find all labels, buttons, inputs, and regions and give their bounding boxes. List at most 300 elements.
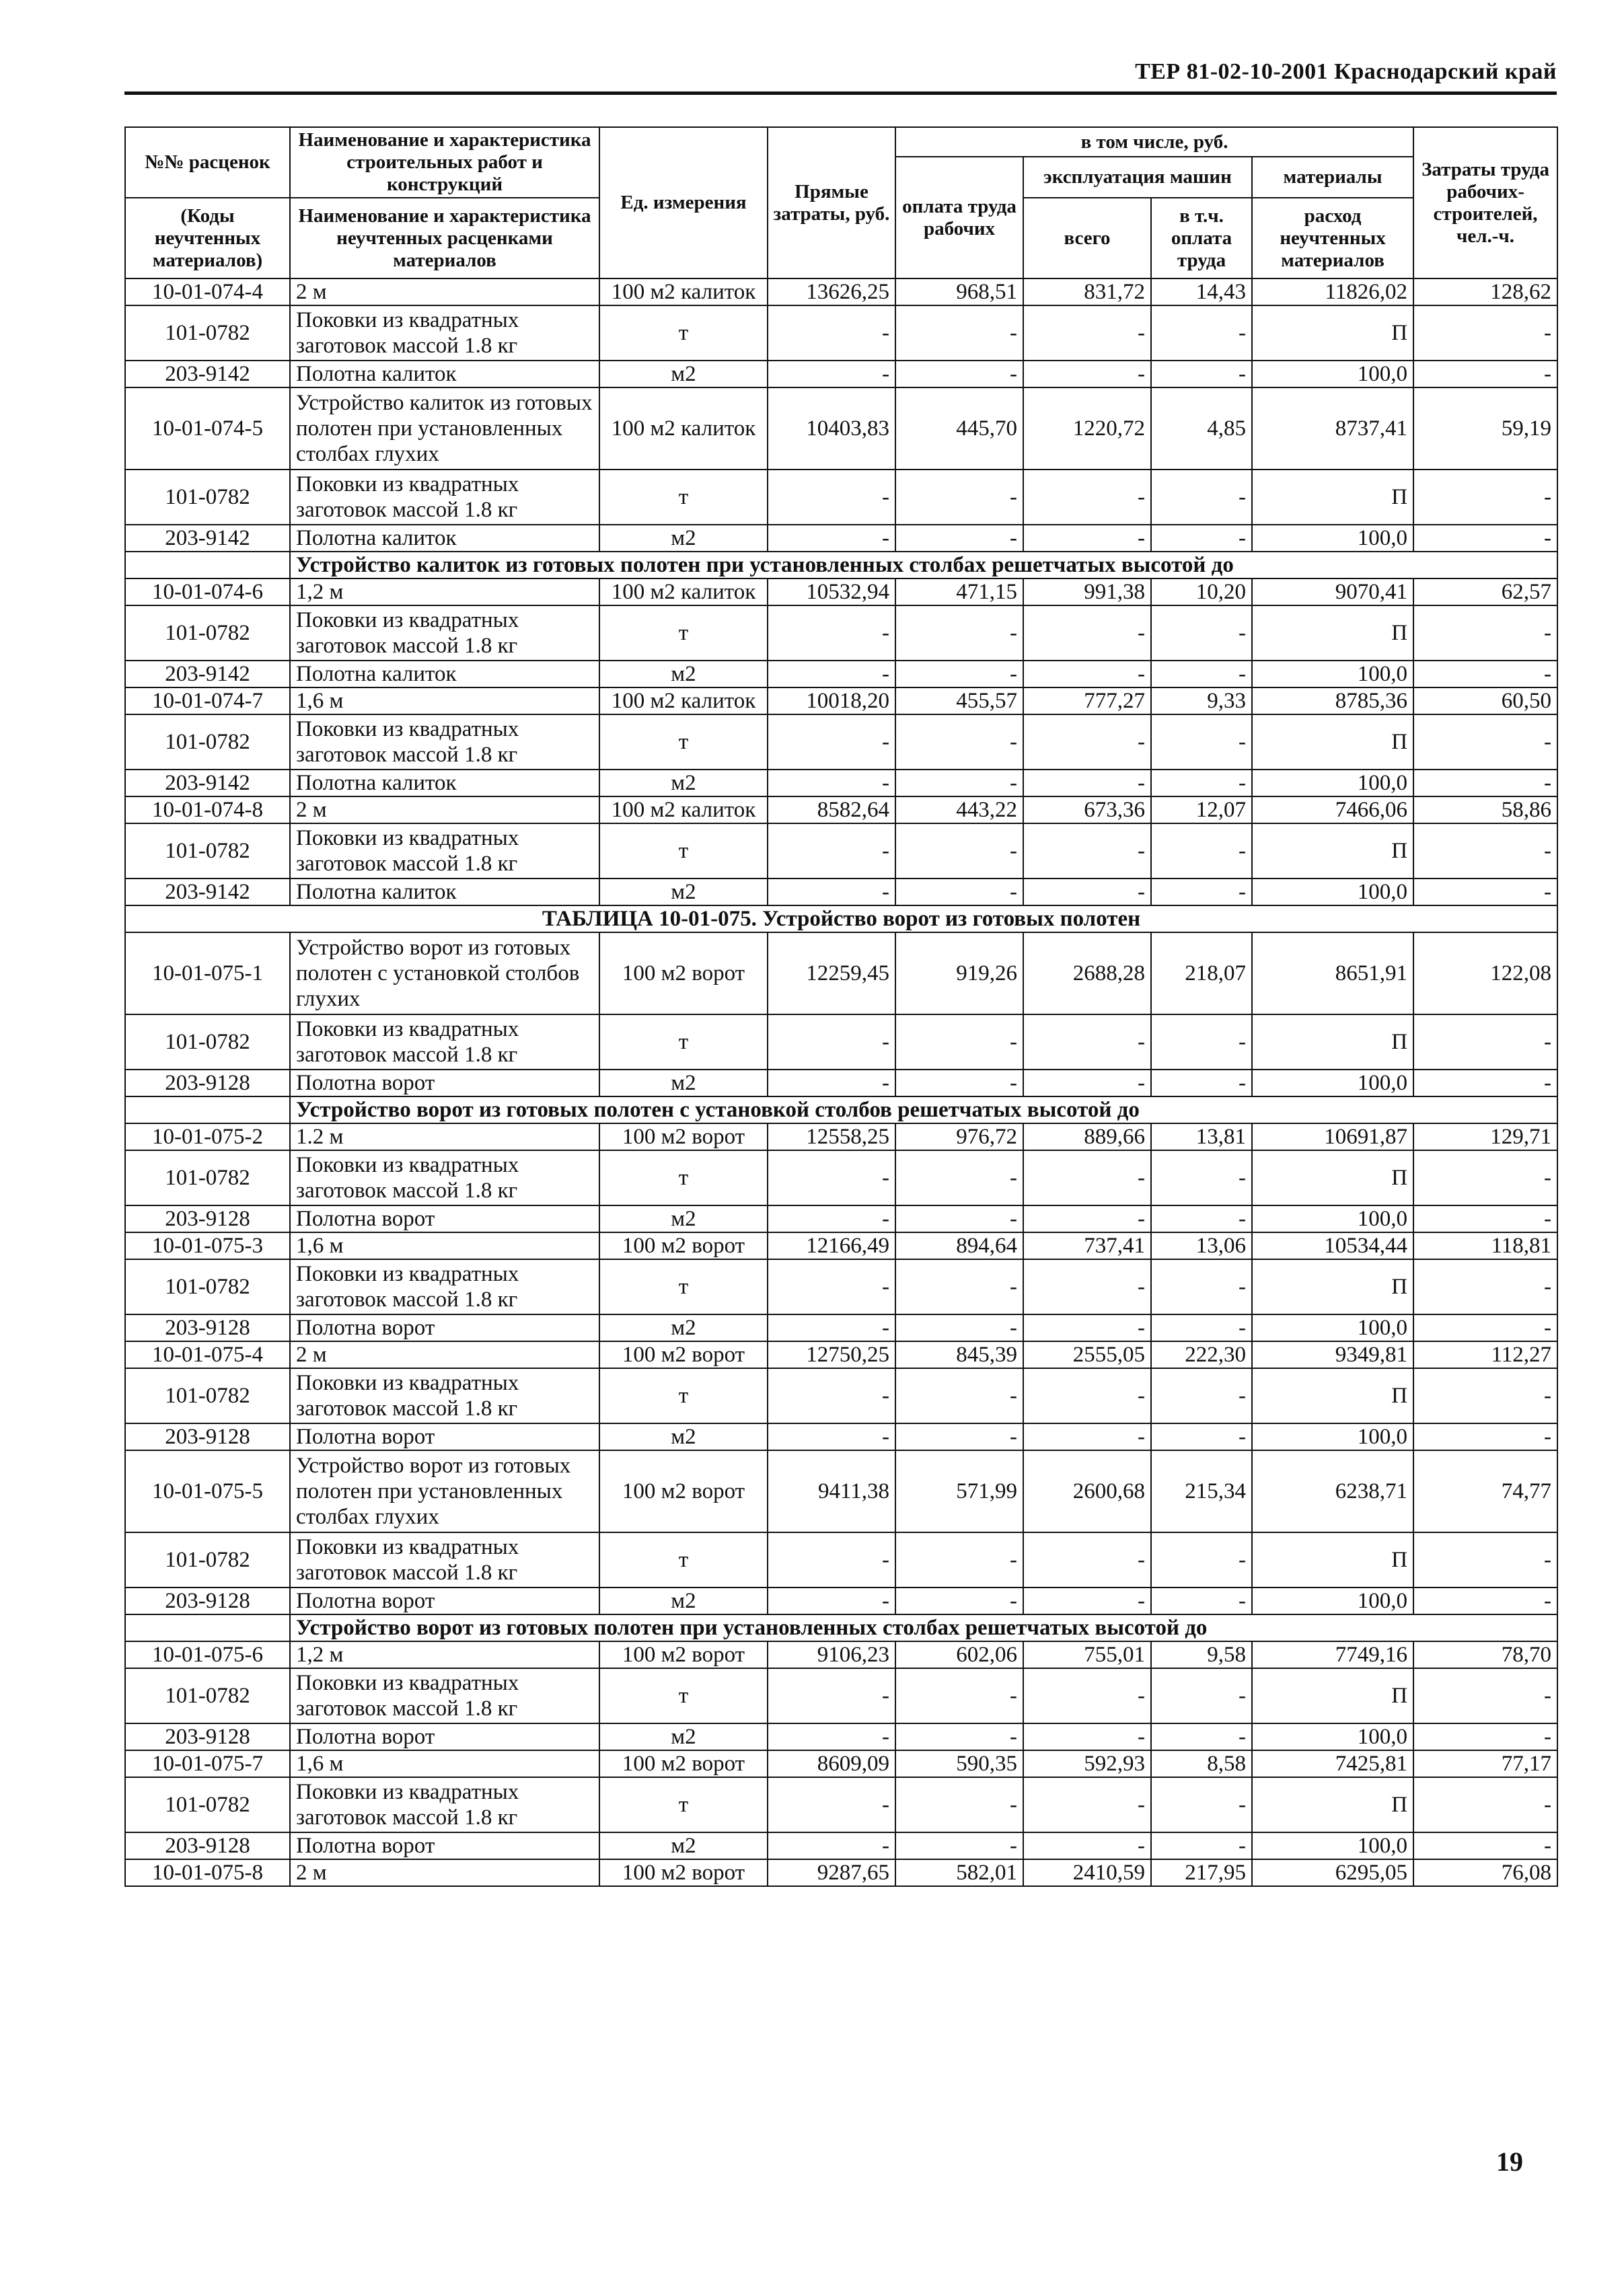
col-unit-header: Ед. измерения — [599, 127, 768, 278]
material-row — [125, 770, 1557, 796]
col-name-header: Наименование и характеристика строительных работ и конструкций — [290, 127, 599, 198]
row-materials: 100,0 — [1252, 1588, 1413, 1614]
row-machine-total: - — [1023, 361, 1151, 387]
row-direct-cost: - — [768, 1070, 895, 1096]
row-unit: т — [599, 714, 768, 770]
row-direct-cost: - — [768, 1368, 895, 1423]
row-unit: м2 — [599, 1314, 768, 1341]
row-labor-cost: 118,81 — [1413, 1232, 1557, 1259]
row-unit: м2 — [599, 661, 768, 687]
row-materials: 100,0 — [1252, 1314, 1413, 1341]
row-name: Поковки из квадратных заготовок массой 1.8 кг — [290, 1150, 599, 1205]
row-unit: т — [599, 1259, 768, 1314]
row-direct-cost: - — [768, 605, 895, 661]
machine-op-header: эксплуатация машин — [1023, 157, 1252, 198]
row-machine-total: 889,66 — [1023, 1123, 1151, 1150]
row-labor-cost: - — [1413, 1588, 1557, 1614]
row-materials: 8737,41 — [1252, 387, 1413, 470]
row-unit: т — [599, 1014, 768, 1070]
row-materials: П — [1252, 470, 1413, 525]
row-name: Поковки из квадратных заготовок массой 1.8 кг — [290, 305, 599, 361]
row-name: Полотна калиток — [290, 361, 599, 387]
row-code: 10-01-075-5 — [125, 1450, 290, 1532]
row-machine-total: - — [1023, 1777, 1151, 1832]
row-unit: т — [599, 823, 768, 879]
row-machine-total: 2600,68 — [1023, 1450, 1151, 1532]
material-row — [125, 1832, 1557, 1859]
row-unit: 100 м2 калиток — [599, 278, 768, 305]
rate-row — [125, 387, 1557, 470]
row-unit: м2 — [599, 1423, 768, 1450]
including-header: в том числе, руб. — [895, 127, 1413, 157]
row-code: 10-01-075-7 — [125, 1750, 290, 1777]
row-materials: П — [1252, 1777, 1413, 1832]
row-machine-labor: - — [1151, 1668, 1252, 1723]
col-labor-pay-header: оплата труда рабочих — [895, 157, 1023, 278]
row-machine-total: - — [1023, 470, 1151, 525]
row-machine-labor: - — [1151, 661, 1252, 687]
material-row — [125, 1668, 1557, 1723]
row-code: 203-9128 — [125, 1588, 290, 1614]
row-materials: 100,0 — [1252, 661, 1413, 687]
row-code: 203-9128 — [125, 1423, 290, 1450]
row-unit: 100 м2 ворот — [599, 1750, 768, 1777]
row-labor-pay: 590,35 — [895, 1750, 1023, 1777]
row-materials: 10534,44 — [1252, 1232, 1413, 1259]
row-direct-cost: 12259,45 — [768, 932, 895, 1014]
row-labor-cost: 122,08 — [1413, 932, 1557, 1014]
row-unit: м2 — [599, 1205, 768, 1232]
row-labor-pay: - — [895, 879, 1023, 905]
row-labor-cost: - — [1413, 1723, 1557, 1750]
row-name: Поковки из квадратных заготовок массой 1.8 кг — [290, 1532, 599, 1588]
row-materials: 100,0 — [1252, 1723, 1413, 1750]
row-labor-pay: - — [895, 1832, 1023, 1859]
row-code: 10-01-075-3 — [125, 1232, 290, 1259]
row-labor-pay: - — [895, 1259, 1023, 1314]
row-machine-labor: - — [1151, 1423, 1252, 1450]
table-title-row — [125, 905, 1557, 932]
row-labor-pay: - — [895, 605, 1023, 661]
material-row — [125, 661, 1557, 687]
row-code: 10-01-075-1 — [125, 932, 290, 1014]
section-heading: Устройство калиток из готовых полотен при установленных столбах решетчатых высотой до — [290, 552, 1557, 578]
row-materials: П — [1252, 1259, 1413, 1314]
section-row — [125, 1096, 1557, 1123]
row-direct-cost: - — [768, 1668, 895, 1723]
row-machine-total: - — [1023, 770, 1151, 796]
rates-table — [124, 126, 1558, 1887]
row-machine-total: - — [1023, 1205, 1151, 1232]
row-name: 2 м — [290, 796, 599, 823]
row-code: 101-0782 — [125, 1150, 290, 1205]
row-name: 2 м — [290, 1341, 599, 1368]
row-labor-pay: 602,06 — [895, 1641, 1023, 1668]
row-machine-labor: - — [1151, 1588, 1252, 1614]
row-machine-total: 2688,28 — [1023, 932, 1151, 1014]
row-machine-labor: 8,58 — [1151, 1750, 1252, 1777]
row-labor-cost: - — [1413, 605, 1557, 661]
row-name: 1,2 м — [290, 1641, 599, 1668]
row-machine-labor: - — [1151, 1532, 1252, 1588]
material-row — [125, 1314, 1557, 1341]
row-code: 101-0782 — [125, 1668, 290, 1723]
row-machine-labor: 222,30 — [1151, 1341, 1252, 1368]
row-labor-pay: - — [895, 1070, 1023, 1096]
rate-row — [125, 1123, 1557, 1150]
row-machine-total: - — [1023, 605, 1151, 661]
rate-row — [125, 796, 1557, 823]
col-machine-total-header: всего — [1023, 198, 1151, 278]
section-blank-cell — [125, 1614, 290, 1641]
row-materials: 100,0 — [1252, 1070, 1413, 1096]
row-machine-total: 2410,59 — [1023, 1859, 1151, 1886]
material-row — [125, 525, 1557, 552]
row-labor-cost: - — [1413, 714, 1557, 770]
row-machine-labor: - — [1151, 879, 1252, 905]
row-direct-cost: - — [768, 770, 895, 796]
row-labor-pay: - — [895, 1314, 1023, 1341]
row-machine-total: - — [1023, 1368, 1151, 1423]
row-labor-pay: - — [895, 305, 1023, 361]
row-direct-cost: 9411,38 — [768, 1450, 895, 1532]
row-machine-labor: - — [1151, 1150, 1252, 1205]
row-unit: м2 — [599, 1070, 768, 1096]
row-direct-cost: 8582,64 — [768, 796, 895, 823]
row-labor-pay: - — [895, 1423, 1023, 1450]
row-labor-cost: 128,62 — [1413, 278, 1557, 305]
row-machine-total: - — [1023, 1314, 1151, 1341]
row-machine-total: - — [1023, 661, 1151, 687]
row-unit: 100 м2 ворот — [599, 1859, 768, 1886]
row-unit: 100 м2 ворот — [599, 1123, 768, 1150]
row-name: Поковки из квадратных заготовок массой 1.8 кг — [290, 714, 599, 770]
row-materials: П — [1252, 823, 1413, 879]
row-materials: 6238,71 — [1252, 1450, 1413, 1532]
row-name: 1.2 м — [290, 1123, 599, 1150]
row-machine-labor: - — [1151, 1259, 1252, 1314]
row-name: Полотна калиток — [290, 770, 599, 796]
row-name: 1,6 м — [290, 1232, 599, 1259]
row-machine-total: - — [1023, 1668, 1151, 1723]
row-code: 101-0782 — [125, 714, 290, 770]
row-machine-total: 1220,72 — [1023, 387, 1151, 470]
row-direct-cost: 12166,49 — [768, 1232, 895, 1259]
row-labor-cost: - — [1413, 1368, 1557, 1423]
rate-row — [125, 578, 1557, 605]
row-name: Поковки из квадратных заготовок массой 1.8 кг — [290, 605, 599, 661]
rate-row — [125, 1450, 1557, 1532]
row-code: 10-01-074-8 — [125, 796, 290, 823]
row-machine-labor: - — [1151, 1832, 1252, 1859]
row-unit: т — [599, 470, 768, 525]
material-row — [125, 1588, 1557, 1614]
row-direct-cost: - — [768, 361, 895, 387]
row-name: Поковки из квадратных заготовок массой 1.8 кг — [290, 1259, 599, 1314]
row-machine-total: 2555,05 — [1023, 1341, 1151, 1368]
row-machine-total: - — [1023, 305, 1151, 361]
row-labor-cost: - — [1413, 1668, 1557, 1723]
row-name: Поковки из квадратных заготовок массой 1.8 кг — [290, 1777, 599, 1832]
rate-row — [125, 1641, 1557, 1668]
row-name: Полотна ворот — [290, 1723, 599, 1750]
row-direct-cost: 9287,65 — [768, 1859, 895, 1886]
row-labor-cost: - — [1413, 879, 1557, 905]
row-machine-total: 755,01 — [1023, 1641, 1151, 1668]
row-name: Полотна ворот — [290, 1423, 599, 1450]
row-labor-pay: 443,22 — [895, 796, 1023, 823]
row-code: 203-9128 — [125, 1832, 290, 1859]
row-code: 10-01-074-7 — [125, 687, 290, 714]
row-direct-cost: 10532,94 — [768, 578, 895, 605]
row-labor-cost: - — [1413, 1777, 1557, 1832]
row-labor-pay: - — [895, 1777, 1023, 1832]
row-direct-cost: 8609,09 — [768, 1750, 895, 1777]
row-materials: 9349,81 — [1252, 1341, 1413, 1368]
row-code: 101-0782 — [125, 605, 290, 661]
row-direct-cost: - — [768, 1423, 895, 1450]
row-code: 10-01-074-5 — [125, 387, 290, 470]
row-code: 10-01-075-2 — [125, 1123, 290, 1150]
rate-row — [125, 278, 1557, 305]
row-materials: 7749,16 — [1252, 1641, 1413, 1668]
section-blank-cell — [125, 1096, 290, 1123]
row-unit: 100 м2 калиток — [599, 387, 768, 470]
row-direct-cost: - — [768, 1314, 895, 1341]
row-labor-pay: - — [895, 1205, 1023, 1232]
row-machine-labor: - — [1151, 605, 1252, 661]
row-direct-cost: - — [768, 879, 895, 905]
row-labor-cost: - — [1413, 1423, 1557, 1450]
row-unit: м2 — [599, 525, 768, 552]
row-code: 101-0782 — [125, 1259, 290, 1314]
row-unit: м2 — [599, 879, 768, 905]
row-unit: т — [599, 305, 768, 361]
row-unit: т — [599, 1150, 768, 1205]
material-row — [125, 305, 1557, 361]
row-labor-pay: 976,72 — [895, 1123, 1023, 1150]
row-name: Поковки из квадратных заготовок массой 1.8 кг — [290, 823, 599, 879]
row-unit: т — [599, 1532, 768, 1588]
material-row — [125, 1723, 1557, 1750]
row-name: Устройство ворот из готовых полотен с установкой столбов глухих — [290, 932, 599, 1014]
row-materials: П — [1252, 714, 1413, 770]
material-row — [125, 1368, 1557, 1423]
row-labor-cost: - — [1413, 1532, 1557, 1588]
row-name: Устройство калиток из готовых полотен при установленных столбах глухих — [290, 387, 599, 470]
row-machine-total: - — [1023, 1832, 1151, 1859]
row-machine-total: 737,41 — [1023, 1232, 1151, 1259]
row-machine-labor: 9,33 — [1151, 687, 1252, 714]
row-machine-total: - — [1023, 714, 1151, 770]
row-machine-labor: - — [1151, 823, 1252, 879]
row-labor-pay: - — [895, 661, 1023, 687]
row-name: 1,6 м — [290, 1750, 599, 1777]
row-machine-total: - — [1023, 1070, 1151, 1096]
row-direct-cost: - — [768, 1832, 895, 1859]
row-machine-labor: - — [1151, 1368, 1252, 1423]
section-row — [125, 1614, 1557, 1641]
row-unit: 100 м2 калиток — [599, 796, 768, 823]
row-unit: 100 м2 калиток — [599, 687, 768, 714]
col-direct-header: Прямые затраты, руб. — [768, 127, 895, 278]
col-machine-labor-header: в т.ч. оплата труда — [1151, 198, 1252, 278]
row-name: Поковки из квадратных заготовок массой 1.8 кг — [290, 1668, 599, 1723]
row-labor-pay: 571,99 — [895, 1450, 1023, 1532]
material-row — [125, 1150, 1557, 1205]
row-labor-cost: - — [1413, 1832, 1557, 1859]
row-direct-cost: - — [768, 305, 895, 361]
row-materials: 100,0 — [1252, 361, 1413, 387]
row-labor-cost: - — [1413, 1314, 1557, 1341]
row-machine-total: 592,93 — [1023, 1750, 1151, 1777]
row-unit: 100 м2 ворот — [599, 1232, 768, 1259]
row-code: 10-01-075-6 — [125, 1641, 290, 1668]
header-rule — [124, 91, 1557, 95]
row-name: Поковки из квадратных заготовок массой 1.8 кг — [290, 1368, 599, 1423]
row-direct-cost: 10403,83 — [768, 387, 895, 470]
row-machine-total: - — [1023, 1723, 1151, 1750]
row-machine-labor: 10,20 — [1151, 578, 1252, 605]
row-machine-total: - — [1023, 1588, 1151, 1614]
row-labor-cost: - — [1413, 470, 1557, 525]
row-labor-pay: - — [895, 1668, 1023, 1723]
row-labor-pay: 471,15 — [895, 578, 1023, 605]
row-code: 101-0782 — [125, 1532, 290, 1588]
row-code: 101-0782 — [125, 1014, 290, 1070]
row-materials: 11826,02 — [1252, 278, 1413, 305]
material-row — [125, 605, 1557, 661]
row-unit: 100 м2 ворот — [599, 1641, 768, 1668]
row-direct-cost: - — [768, 1532, 895, 1588]
row-code: 101-0782 — [125, 470, 290, 525]
row-machine-labor: - — [1151, 1205, 1252, 1232]
material-row — [125, 1777, 1557, 1832]
row-labor-cost: - — [1413, 525, 1557, 552]
row-machine-labor: 218,07 — [1151, 932, 1252, 1014]
row-machine-labor: - — [1151, 305, 1252, 361]
row-code: 10-01-075-4 — [125, 1341, 290, 1368]
row-unit: м2 — [599, 361, 768, 387]
row-labor-pay: 968,51 — [895, 278, 1023, 305]
row-direct-cost: 13626,25 — [768, 278, 895, 305]
row-machine-total: - — [1023, 1150, 1151, 1205]
row-labor-pay: - — [895, 1723, 1023, 1750]
row-machine-total: 673,36 — [1023, 796, 1151, 823]
row-unit: 100 м2 ворот — [599, 932, 768, 1014]
row-machine-labor: - — [1151, 525, 1252, 552]
row-direct-cost: 12558,25 — [768, 1123, 895, 1150]
row-code: 203-9128 — [125, 1205, 290, 1232]
row-materials: 7466,06 — [1252, 796, 1413, 823]
row-labor-cost: - — [1413, 770, 1557, 796]
row-code: 203-9142 — [125, 661, 290, 687]
row-code: 10-01-074-4 — [125, 278, 290, 305]
row-code: 203-9142 — [125, 770, 290, 796]
row-machine-labor: 215,34 — [1151, 1450, 1252, 1532]
row-labor-cost: 76,08 — [1413, 1859, 1557, 1886]
row-machine-total: - — [1023, 879, 1151, 905]
row-code: 203-9128 — [125, 1723, 290, 1750]
row-labor-cost: - — [1413, 661, 1557, 687]
row-labor-cost: - — [1413, 1205, 1557, 1232]
row-labor-cost: - — [1413, 305, 1557, 361]
material-row — [125, 361, 1557, 387]
row-direct-cost: 9106,23 — [768, 1641, 895, 1668]
row-materials: 100,0 — [1252, 1832, 1413, 1859]
row-machine-labor: 4,85 — [1151, 387, 1252, 470]
row-machine-labor: - — [1151, 1777, 1252, 1832]
row-machine-total: - — [1023, 1532, 1151, 1588]
row-name: Устройство ворот из готовых полотен при установленных столбах глухих — [290, 1450, 599, 1532]
material-row — [125, 1070, 1557, 1096]
row-machine-labor: 13,06 — [1151, 1232, 1252, 1259]
page-header: ТЕР 81-02-10-2001 Краснодарский край — [1135, 59, 1557, 84]
row-machine-total: - — [1023, 1014, 1151, 1070]
row-code: 10-01-074-6 — [125, 578, 290, 605]
rate-row — [125, 1859, 1557, 1886]
row-name: Полотна ворот — [290, 1588, 599, 1614]
row-machine-labor: 14,43 — [1151, 278, 1252, 305]
material-row — [125, 1014, 1557, 1070]
row-labor-pay: - — [895, 1368, 1023, 1423]
row-machine-total: - — [1023, 1423, 1151, 1450]
row-name: Полотна калиток — [290, 879, 599, 905]
row-unit: т — [599, 1668, 768, 1723]
row-materials: 8785,36 — [1252, 687, 1413, 714]
row-direct-cost: - — [768, 1205, 895, 1232]
col-code-subheader: (Коды неучтенных материалов) — [125, 198, 290, 278]
row-name: Полотна ворот — [290, 1205, 599, 1232]
row-machine-labor: 9,58 — [1151, 1641, 1252, 1668]
row-labor-cost: - — [1413, 823, 1557, 879]
material-row — [125, 879, 1557, 905]
row-materials: П — [1252, 1532, 1413, 1588]
row-labor-cost: 60,50 — [1413, 687, 1557, 714]
row-labor-cost: 59,19 — [1413, 387, 1557, 470]
row-machine-labor: - — [1151, 1723, 1252, 1750]
row-code: 203-9142 — [125, 879, 290, 905]
section-heading: Устройство ворот из готовых полотен при установленных столбах решетчатых высотой до — [290, 1614, 1557, 1641]
material-row — [125, 470, 1557, 525]
row-direct-cost: - — [768, 661, 895, 687]
row-direct-cost: - — [768, 1014, 895, 1070]
row-code: 101-0782 — [125, 823, 290, 879]
row-unit: 100 м2 ворот — [599, 1450, 768, 1532]
row-unit: 100 м2 ворот — [599, 1341, 768, 1368]
row-name: Поковки из квадратных заготовок массой 1.8 кг — [290, 1014, 599, 1070]
rate-row — [125, 687, 1557, 714]
row-machine-total: 777,27 — [1023, 687, 1151, 714]
row-materials: 100,0 — [1252, 1423, 1413, 1450]
row-labor-cost: 58,86 — [1413, 796, 1557, 823]
row-name: 2 м — [290, 278, 599, 305]
row-unit: м2 — [599, 1723, 768, 1750]
row-labor-pay: 845,39 — [895, 1341, 1023, 1368]
row-materials: 100,0 — [1252, 1205, 1413, 1232]
row-labor-pay: 455,57 — [895, 687, 1023, 714]
material-row — [125, 1532, 1557, 1588]
row-machine-labor: - — [1151, 714, 1252, 770]
material-row — [125, 1259, 1557, 1314]
row-direct-cost: 12750,25 — [768, 1341, 895, 1368]
row-labor-cost: 77,17 — [1413, 1750, 1557, 1777]
row-name: Полотна ворот — [290, 1070, 599, 1096]
row-code: 10-01-075-8 — [125, 1859, 290, 1886]
row-unit: м2 — [599, 770, 768, 796]
row-direct-cost: - — [768, 1588, 895, 1614]
row-machine-labor: - — [1151, 1070, 1252, 1096]
